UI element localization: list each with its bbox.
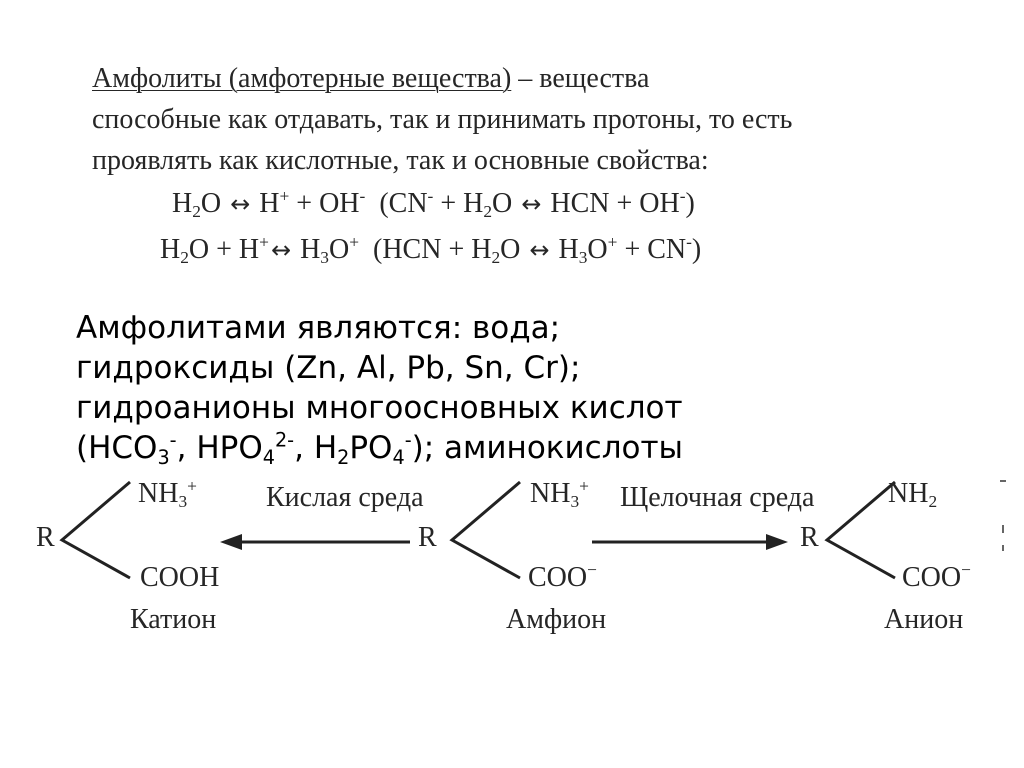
cation-label: Катион — [130, 604, 217, 635]
alkaline-medium-label: Щелочная среда — [620, 482, 815, 513]
acidic-medium-label: Кислая среда — [266, 482, 424, 513]
ampholytes-term: Амфолиты (амфотерные вещества) — [92, 63, 512, 94]
definition-line-3: проявлять как кислотные, так и основные свойства: — [92, 145, 709, 176]
ampholytes-line-1: Амфолитами являются: вода; — [76, 310, 561, 346]
equilibrium-arrow-icon: ↔ — [521, 190, 542, 218]
equilibrium-arrow-icon: ↔ — [270, 236, 292, 264]
anion-bonds — [827, 482, 895, 578]
equilibrium-arrow-icon: ↔ — [230, 190, 251, 218]
water-dissociation-equation: $H_2O$ ↔ H+ + OH- ($CN^- + H_2O$ ↔ HCN + OH-) — [172, 186, 695, 222]
ampholytes-line-3: гидроанионы многоосновных кислот — [76, 390, 683, 426]
definition-line-1-rest: – вещества — [511, 63, 650, 94]
scan-artifact — [1002, 545, 1004, 551]
definition-line-2: способные как отдавать, так и принимать протоны, то есть — [92, 104, 793, 135]
acidic-arrow-head-icon — [220, 534, 242, 550]
amphion-r-group: R — [418, 522, 437, 553]
amphion-amino-group: $NH_3^+$ — [530, 476, 589, 512]
anion-amino-group: $NH_2$ — [888, 478, 938, 512]
cation-bonds — [62, 482, 130, 578]
ampholytes-list-paragraph — [76, 308, 976, 468]
equilibrium-arrow-icon: ↔ — [529, 236, 550, 264]
definition-paragraph — [92, 58, 972, 181]
definition-line-1 — [92, 58, 972, 99]
anion-carboxylate-group: COO− — [902, 560, 971, 593]
scan-artifact — [1000, 480, 1006, 482]
amphion-carboxylate-group: COO− — [528, 560, 597, 593]
cation-carboxyl-group: COOH — [140, 562, 220, 593]
ampholytes-line-4: ($HCO_3^-$, $HPO_4^{2-}$, $H_2PO_4^-$); аминокислоты — [76, 428, 684, 469]
anion-r-group: R — [800, 522, 819, 553]
water-protonation-equation: $H_2O$ + H+↔ $H_3O^+$ ($HCN + H_2O$ ↔ $H_3O^+ + CN^-$) — [160, 232, 702, 268]
ampholytes-line-2: гидроксиды (Zn, Al, Pb, Sn, Cr); — [76, 350, 581, 386]
scan-artifact — [1002, 525, 1004, 533]
alkaline-arrow-head-icon — [766, 534, 788, 550]
amphion-label: Амфион — [506, 604, 607, 635]
amino-acid-scheme — [0, 460, 1024, 660]
anion-label: Анион — [884, 604, 964, 635]
cation-amino-group: $NH_3^+$ — [138, 476, 197, 512]
cation-r-group: R — [36, 522, 55, 553]
amphion-bonds — [452, 482, 520, 578]
